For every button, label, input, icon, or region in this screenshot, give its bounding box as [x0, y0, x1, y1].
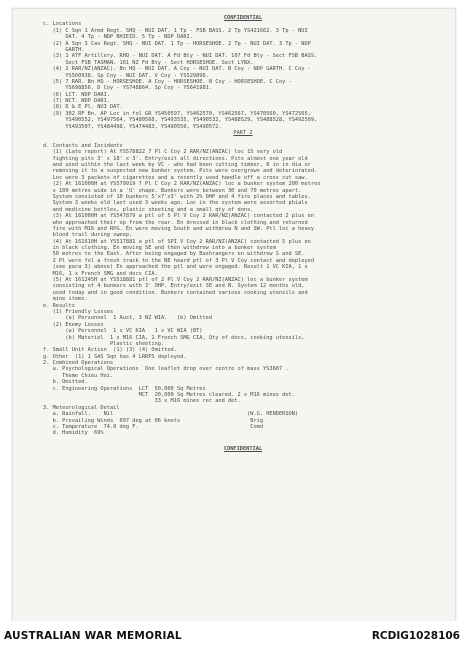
- document-line: d. Contacts and Incidents: [43, 142, 123, 149]
- document-line: f. Small Unit Action (1) (3) (4) Omitted.: [43, 347, 177, 354]
- document-lines-part2: [43, 136, 443, 443]
- document-lines-part1: [43, 21, 443, 130]
- document-line: c. Temperature 74.8 deg F. Comd: [43, 424, 264, 430]
- document-line: b. Omitted.: [43, 379, 88, 386]
- document-line: and used within the last week by VC - who had been cutting timber, 8 in in dia or: [43, 161, 311, 168]
- document-line: DAT. 4 Tp - NDP BHIEID. 5 Tp - NDP DARI.: [43, 34, 193, 41]
- document-line: (b) Materiel 1 x M16 CIA, 1 French SMG CIA, Qty of docs, cooking utensils,: [43, 334, 305, 341]
- document-line: a. Psychological Operations One leaflet drop over centre of mass YS3687 .: [43, 366, 289, 373]
- document-line: (a) Personnel 1 x VC KIA 1 x VC WIA (BT): [43, 328, 203, 335]
- document-line: System consisted of 10 bunkers 5'x7'x3' with 2% OHP and 4 fire places and tables.: [43, 193, 311, 200]
- document-line: (7) NCT. NDP DARI.: [43, 98, 110, 105]
- document-line: (5) At 161245H at YS518881 ptl of 2 Pl V Coy 2 RAR/NZ(ANZAC) loc a bunker system: [43, 277, 308, 284]
- document-line: 33 x M16 mines rec and det.: [43, 398, 241, 405]
- document-line: (8) D & E Pl. NUI DAT.: [43, 104, 123, 111]
- document-line: consisting of 4 bunkers with 3' OHP. Entry/exit SE and N. System 12 months old,: [43, 283, 305, 290]
- document-line: used today and in good condition. Bunkers contained various cooking utensils and: [43, 289, 308, 296]
- document-line: (4) At 161610H at YS517881 a ptl of SPI V Coy 2 RAR/NZ(ANZAC) contacted 5 plus en: [43, 238, 311, 245]
- document-line: (see para 3) above) En approached the ptl and were engaged. Result 1 VC KIA, 1 x: [43, 264, 308, 271]
- document-line: (2) Enemy Losses: [43, 321, 104, 328]
- document-line: Plastic sheeting.: [43, 340, 165, 347]
- document-line: who approached their op from the rear. En dressed in black clothing and returned: [43, 219, 308, 226]
- document-line: 2. Combined Operations: [43, 360, 114, 367]
- document-line: mine items.: [43, 296, 88, 303]
- document-line: and medicine bottles, plastic sheeting and a small qty of dons.: [43, 206, 254, 213]
- document-line: (4) 2 RAR/NZ(ANZAC). Bn HQ - NUI DAT. A Coy - NUI DAT. B Coy - NDP GARTH. C Coy -: [43, 66, 311, 73]
- document-line: (3) 1 ATF Artillery. RHQ - NUI DAT. A Fd Bty - NUI DAT. 107 Fd Bty - Sect FSB BASS.: [43, 53, 318, 60]
- document-line: M16, 1 x French SMG and docs CIA.: [43, 270, 158, 277]
- document-body: [43, 15, 443, 453]
- document-line: (6) LCT. NDP DARI.: [43, 91, 110, 98]
- document-line: MCT 20,000 Sq Metres cleared. 2 x M16 mines det.: [43, 392, 295, 399]
- document-line: 3. Meteorological Detail: [43, 404, 120, 411]
- archive-institution: AUSTRALIAN WAR MEMORIAL: [4, 630, 182, 642]
- document-line: (9) 302 RF Bn. AP Loc in fol GR YS450597, YS462570, YS462567, YS470560, YS472565,: [43, 110, 311, 117]
- document-line: c. Engineering Operations LCT 50,000 Sq Metres: [43, 385, 206, 392]
- document-line: c. Locations: [43, 21, 82, 28]
- document-line: (2) At 161000H at YS579919 7 Pl C Coy 2 RAR/NZ(ANZAC) loc a bunker system 200 metres: [43, 181, 321, 188]
- document-line: (1) C Sqn 1 Armd Regt. SHQ - NUI DAT. 1 Tp - FSB BASS. 2 Tp YS421662. 3 Tp - NUI: [43, 27, 308, 34]
- document-page: [12, 8, 456, 622]
- document-line: 50 metres to the East. After being engaged by Bushrangers en withdrew S and SE.: [43, 251, 305, 258]
- document-line: d. Humidity 69%: [43, 430, 104, 437]
- document-line: YS493507, YS484498, YS474483, YS490550, YS490572.: [43, 123, 222, 130]
- document-line: b. Prevailing Winds 097 deg at 06 knots Brig: [43, 417, 264, 424]
- document-line: Loc were 3 packets of cigarettes and a recently used handle off a cross cut saw.: [43, 174, 308, 181]
- classification-footer: CONFIDENTIAL: [223, 446, 263, 453]
- document-line: (1) (Late report) At YS578822 7 Pl C Coy 2 RAR/NZ(ANZAC) loc 15 very old: [43, 149, 283, 156]
- document-line: 2 Pl were fol a fresh track to the NE heard ptl of 3 Pl V Coy contact and deployed: [43, 257, 315, 264]
- document-line: (3) At 161000H at YS547879 a ptl of 5 Pl V Coy 2 RAR/NZ(ANZAC) contacted 2 plus en: [43, 213, 315, 220]
- document-line: YS698856. D Coy - YS748864. Sp Coy - YS641981.: [43, 85, 213, 92]
- document-line: x 100 metres wide in a 'U' shape. Bunkers were between 30 and 70 metres apart.: [43, 187, 302, 194]
- document-line: (2) A Sqn 3 Cav Regt. SHQ - NUI DAT. 1 Tp - HORSESHOE. 2 Tp - NUI DAT. 3 Tp - NDP: [43, 40, 311, 47]
- document-line: YS560938. Sp Coy - NUI DAT. V Coy - YS529896.: [43, 72, 209, 79]
- document-line: removing it to a suspected new bunker system. Pits were overgrown and deteriorated.: [43, 168, 318, 175]
- document-line: (1) Friendly Losses: [43, 308, 114, 315]
- document-line: a. Rainfall. Nil (W.G. HENDERSON): [43, 411, 299, 418]
- document-line: g. Other (1) 1 SAS Sqn has 4 LRRPS deployed.: [43, 353, 187, 360]
- part-heading: PART 2: [233, 130, 253, 137]
- document-line: Sect FSB TASMAN. 161 NZ Fd Bty - Sect HORSESHOE. Sect LYNX.: [43, 59, 254, 66]
- document-line: System 3 weeks old last used 3 weeks ago. Loc in the system were assorted phials: [43, 200, 308, 207]
- document-line: e. Results: [43, 302, 75, 309]
- document-line: [43, 437, 443, 443]
- archive-footer: [0, 621, 466, 653]
- document-line: blood trail during sweep.: [43, 232, 133, 239]
- document-line: fire with M16 and RPG. En were moving South and withdrew N and SW. Ptl loc a heavy: [43, 225, 315, 232]
- document-line: in black clothing. En moving SE and then withdrew into a bunker system: [43, 245, 276, 252]
- classification-header: CONFIDENTIAL: [223, 15, 263, 21]
- document-line: (5) 7 RAR. Bn HQ - HORSESHOE. A Coy - HORSESHOE. B Coy - HORSESHOE. C Coy -: [43, 78, 292, 85]
- document-line: fighting pits 3' x 18' x 3'. Entry/exit all directions. Pits almost one year old: [43, 155, 308, 162]
- document-line: YS490552, YS497564, YS480560, YS493535, YS490532, YS488529, YS488528, YS492509,: [43, 117, 318, 124]
- document-line: GARTH.: [43, 46, 85, 53]
- document-line: Theme Chieu Hoi.: [43, 372, 114, 379]
- archive-reference: RCDIG1028106: [371, 630, 460, 642]
- document-line: (a) Personnel 1 Aust, 3 NZ WIA. (b) Omitted: [43, 315, 213, 322]
